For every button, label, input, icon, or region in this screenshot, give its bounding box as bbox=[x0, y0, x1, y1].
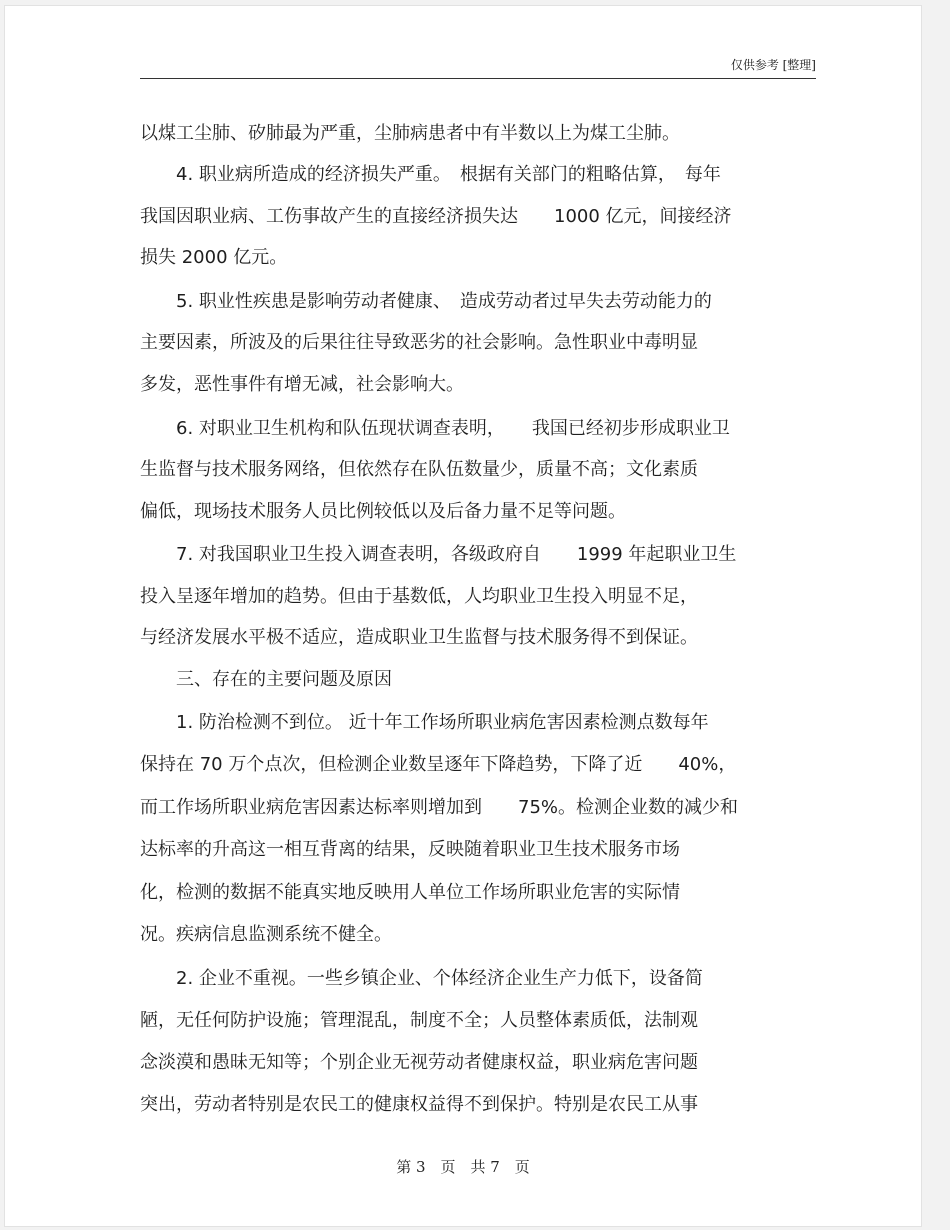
body-line: 偏低，现场技术服务人员比例较低以及后备力量不足等问题。 bbox=[140, 501, 626, 522]
body-line: 5. 职业性疾患是影响劳动者健康、 造成劳动者过早失去劳动能力的 bbox=[140, 291, 712, 312]
body-line: 生监督与技术服务网络，但依然存在队伍数量少，质量不高；文化素质 bbox=[140, 459, 698, 480]
body-line: 4. 职业病所造成的经济损失严重。 根据有关部门的粗略估算， 每年 bbox=[140, 164, 721, 185]
body-line: 7. 对我国职业卫生投入调查表明，各级政府自 1999 年起职业卫生 bbox=[140, 544, 737, 565]
body-line: 我国因职业病、工伤事故产生的直接经济损失达 1000 亿元，间接经济 bbox=[140, 206, 732, 227]
body-line: 损失 2000 亿元。 bbox=[140, 247, 288, 268]
body-line: 多发，恶性事件有增无减，社会影响大。 bbox=[140, 374, 464, 395]
body-line: 以煤工尘肺、矽肺最为严重，尘肺病患者中有半数以上为煤工尘肺。 bbox=[140, 123, 680, 144]
body-line: 化，检测的数据不能真实地反映用人单位工作场所职业危害的实际情 bbox=[140, 882, 680, 903]
body-line: 况。疾病信息监测系统不健全。 bbox=[140, 924, 392, 945]
body-line: 保持在 70 万个点次，但检测企业数呈逐年下降趋势，下降了近 40%， bbox=[140, 754, 737, 775]
body-line: 2. 企业不重视。一些乡镇企业、个体经济企业生产力低下，设备简 bbox=[140, 968, 703, 989]
body-line: 主要因素，所波及的后果往往导致恶劣的社会影响。急性职业中毒明显 bbox=[140, 332, 698, 353]
section-heading: 三、存在的主要问题及原因 bbox=[140, 669, 392, 690]
body-line: 6. 对职业卫生机构和队伍现状调查表明， 我国已经初步形成职业卫 bbox=[140, 418, 730, 439]
body-line: 与经济发展水平极不适应，造成职业卫生监督与技术服务得不到保证。 bbox=[140, 627, 698, 648]
page-number: 第 3 页 共 7 页 bbox=[396, 1158, 530, 1176]
body-line: 陋，无任何防护设施；管理混乱，制度不全；人员整体素质低，法制观 bbox=[140, 1010, 698, 1031]
body-line: 突出，劳动者特别是农民工的健康权益得不到保护。特别是农民工从事 bbox=[140, 1094, 698, 1115]
body-line: 达标率的升高这一相互背离的结果，反映随着职业卫生技术服务市场 bbox=[140, 839, 680, 860]
header-rule bbox=[140, 78, 816, 79]
body-line: 念淡漠和愚昧无知等；个别企业无视劳动者健康权益，职业病危害问题 bbox=[140, 1052, 698, 1073]
body-line: 1. 防治检测不到位。 近十年工作场所职业病危害因素检测点数每年 bbox=[140, 712, 709, 733]
header-note: 仅供参考 [整理] bbox=[730, 58, 816, 72]
body-line: 而工作场所职业病危害因素达标率则增加到 75%。检测企业数的减少和 bbox=[140, 797, 739, 818]
document-page bbox=[4, 5, 922, 1227]
body-line: 投入呈逐年增加的趋势。但由于基数低，人均职业卫生投入明显不足， bbox=[140, 586, 698, 607]
